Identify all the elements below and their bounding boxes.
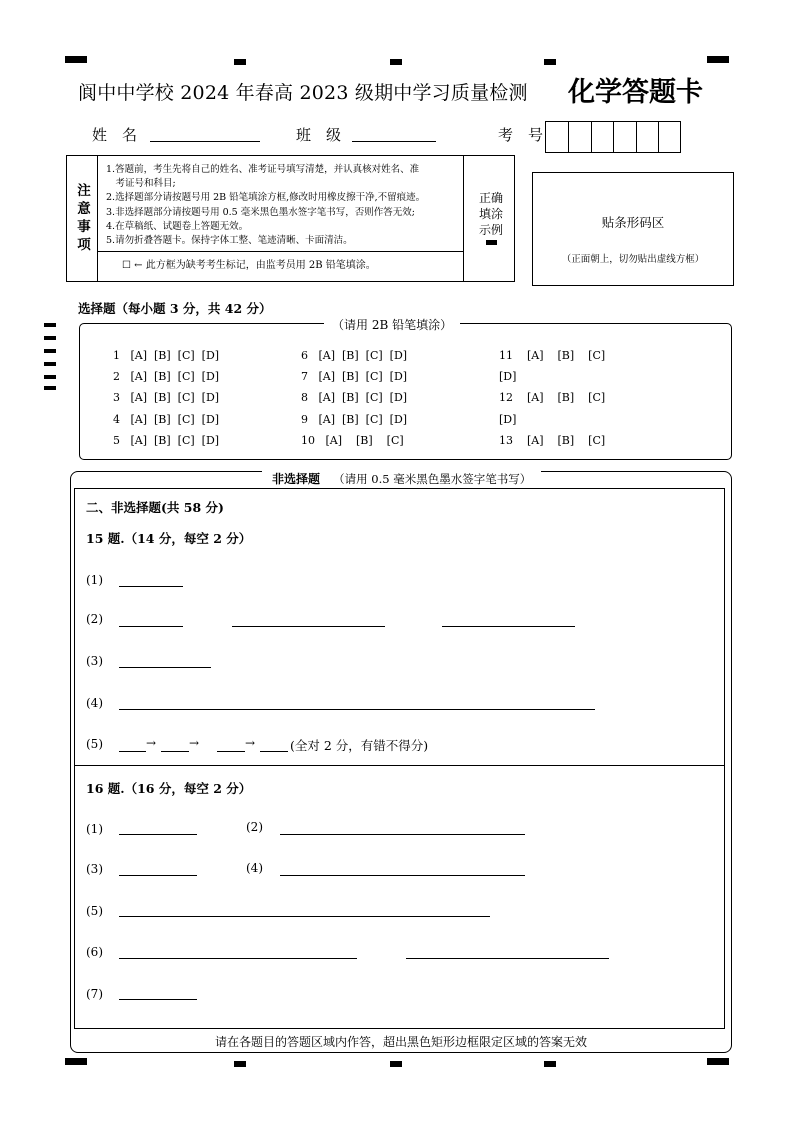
q16-6-label: (6): [86, 945, 103, 959]
q16-1-answer[interactable]: [119, 834, 197, 835]
choice-question[interactable]: 9 [A] [B] [C] [D]: [301, 413, 408, 426]
barcode-note: （正面朝上，切勿贴出虚线方框）: [561, 254, 705, 265]
footer-note: 请在各题目的答题区域内作答，超出黑色矩形边框限定区域的答案无效: [214, 1035, 587, 1049]
choice-question[interactable]: 8 [A] [B] [C] [D]: [301, 391, 408, 404]
q15-2-answer[interactable]: [232, 626, 385, 627]
q15-5-answer[interactable]: [161, 751, 189, 752]
q15-2-answer[interactable]: [442, 626, 575, 627]
exam-no-boxes[interactable]: [545, 121, 681, 153]
q16-6-answer[interactable]: [119, 958, 357, 959]
name-label: 姓 名: [92, 126, 138, 144]
notice-label-divider: [97, 155, 98, 282]
q16-7-answer[interactable]: [119, 999, 197, 1000]
q15-5-answer[interactable]: [217, 751, 245, 752]
side-mark: [44, 362, 56, 366]
q16-2-answer[interactable]: [280, 834, 525, 835]
q15-2-answer[interactable]: [119, 626, 183, 627]
choice-question[interactable]: 13 [A] [B] [C]: [499, 434, 606, 447]
exam-title: 阆中中学校 2024 年春高 2023 级期中学习质量检测: [78, 82, 528, 104]
side-mark: [44, 336, 56, 340]
notice-label: 注 意 事 项: [77, 183, 91, 253]
corner-mark-top-left: [65, 56, 87, 63]
subject-title: 化学答题卡: [568, 77, 703, 108]
timing-mark-bottom: [544, 1061, 556, 1067]
q15-5-note: (全对 2 分，有错不得分): [290, 738, 429, 753]
choice-title: 选择题（每小题 3 分，共 42 分）: [78, 301, 272, 316]
arrow-icon: →: [245, 736, 256, 750]
q16-5-label: (5): [86, 904, 103, 918]
nonchoice-section-title: 二、非选择题(共 58 分): [86, 500, 224, 515]
q15-5-answer[interactable]: [119, 751, 146, 752]
q16-3-label: (3): [86, 862, 103, 876]
corner-mark-bottom-right: [707, 1058, 729, 1065]
q15-3-answer[interactable]: [119, 667, 211, 668]
corner-mark-top-right: [707, 56, 729, 63]
nonchoice-hint: （请用 0.5 毫米黑色墨水签字笔书写）: [333, 472, 532, 486]
choice-question[interactable]: 1 [A] [B] [C] [D]: [113, 349, 220, 362]
q15-1-answer[interactable]: [119, 586, 183, 587]
choice-question[interactable]: [D]: [499, 413, 517, 426]
arrow-icon: →: [189, 736, 200, 750]
choice-question[interactable]: 12 [A] [B] [C]: [499, 391, 606, 404]
q16-4-label: (4): [246, 861, 263, 875]
name-field[interactable]: [150, 141, 260, 142]
side-mark: [44, 323, 56, 327]
choice-question[interactable]: 10 [A] [B] [C]: [301, 434, 404, 447]
timing-mark-bottom: [234, 1061, 246, 1067]
notice-item: 2.选择题部分请按题号用 2B 铅笔填涂方框,修改时用橡皮擦干净,不留痕迹。: [106, 192, 426, 204]
q16-5-answer[interactable]: [119, 916, 490, 917]
q16-6-answer[interactable]: [406, 958, 609, 959]
notice-items: [106, 163, 425, 248]
q15-4-answer[interactable]: [119, 709, 595, 710]
q16-title: 16 题.（16 分，每空 2 分）: [86, 781, 252, 796]
class-field[interactable]: [352, 141, 436, 142]
barcode-title: 贴条形码区: [601, 215, 665, 230]
exam-no-label: 考 号: [498, 126, 544, 144]
q15-4-label: (4): [86, 696, 103, 710]
timing-mark-top: [544, 59, 556, 65]
timing-mark-top: [390, 59, 402, 65]
side-mark: [44, 386, 56, 390]
notice-absent-divider: [97, 251, 463, 252]
corner-mark-bottom-left: [65, 1058, 87, 1065]
q15-title: 15 题.（14 分，每空 2 分）: [86, 531, 252, 546]
q15-q16-divider: [74, 765, 725, 766]
q16-3-answer[interactable]: [119, 875, 197, 876]
timing-mark-top: [234, 59, 246, 65]
nonchoice-inner-box: [74, 488, 725, 1029]
absent-mark-text[interactable]: ☐ ← 此方框为缺考考生标记，由监考员用 2B 铅笔填涂。: [122, 260, 376, 271]
notice-example-divider: [463, 155, 464, 282]
q15-2-label: (2): [86, 612, 103, 626]
q16-4-answer[interactable]: [280, 875, 525, 876]
side-mark: [44, 349, 56, 353]
notice-item: 1.答题前，考生先将自己的姓名、准考证号填写清楚，并认真核对姓名、准: [106, 164, 420, 175]
choice-question[interactable]: 2 [A] [B] [C] [D]: [113, 370, 220, 383]
choice-question[interactable]: [D]: [499, 370, 517, 383]
notice-item: 5.请勿折叠答题卡。保持字体工整、笔迹清晰、卡面清洁。: [106, 235, 353, 247]
choice-hint: （请用 2B 铅笔填涂）: [324, 316, 460, 333]
timing-mark-bottom: [390, 1061, 402, 1067]
side-mark: [44, 375, 56, 379]
q15-5-label: (5): [86, 737, 103, 751]
notice-item: 考证号和科目;: [106, 178, 176, 190]
choice-question[interactable]: 5 [A] [B] [C] [D]: [113, 434, 220, 447]
notice-item: 4.在草稿纸、试题卷上答题无效。: [106, 220, 249, 232]
q15-1-label: (1): [86, 573, 103, 587]
nonchoice-header: [262, 468, 541, 487]
choice-question[interactable]: 7 [A] [B] [C] [D]: [301, 370, 408, 383]
choice-question[interactable]: 6 [A] [B] [C] [D]: [301, 349, 408, 362]
choice-question[interactable]: 3 [A] [B] [C] [D]: [113, 391, 220, 404]
q15-3-label: (3): [86, 654, 103, 668]
notice-item: 3.非选择题部分请按题号用 0.5 毫米黑色墨水签字笔书写，否则作答无效;: [106, 206, 415, 218]
q16-1-label: (1): [86, 822, 103, 836]
choice-question[interactable]: 11 [A] [B] [C]: [499, 349, 606, 362]
class-label: 班 级: [296, 126, 342, 144]
q16-2-label: (2): [246, 820, 263, 834]
q15-5-answer[interactable]: [260, 751, 288, 752]
example-label: 正确 填涂 示例: [478, 191, 503, 237]
arrow-icon: →: [146, 736, 157, 750]
choice-question[interactable]: 4 [A] [B] [C] [D]: [113, 413, 220, 426]
filled-example-mark: [486, 240, 497, 245]
q16-7-label: (7): [86, 987, 103, 1001]
nonchoice-title: 非选择题: [272, 472, 321, 486]
